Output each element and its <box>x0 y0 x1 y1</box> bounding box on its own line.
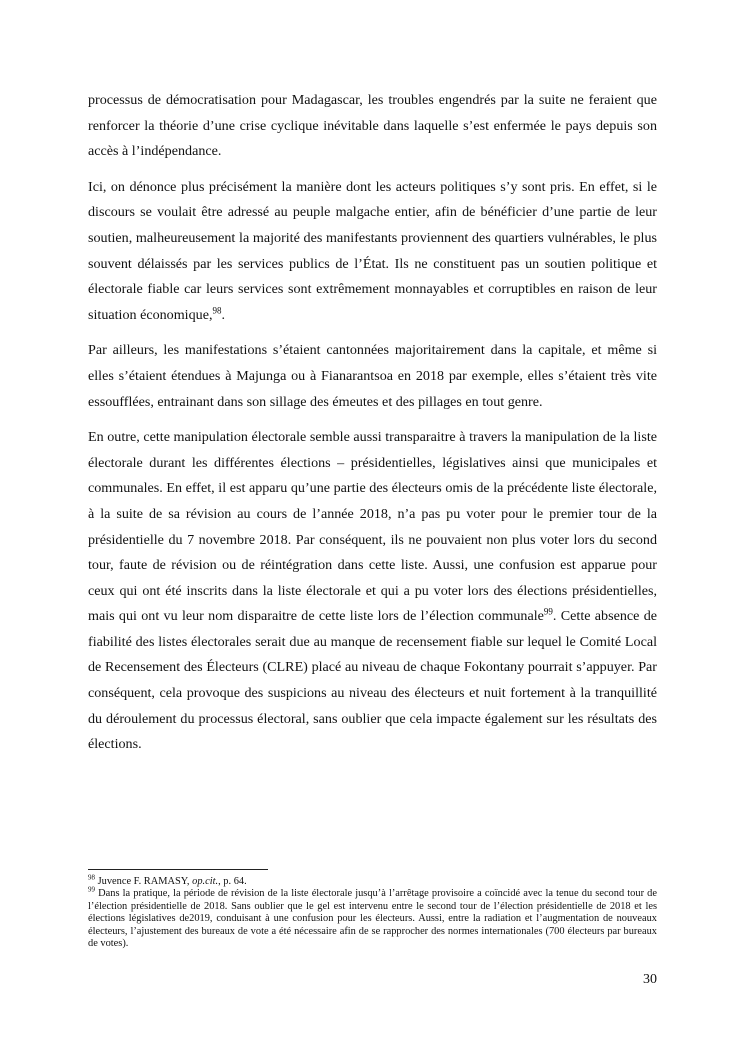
footnotes <box>88 873 657 950</box>
footnote-tail: , p. 64. <box>218 876 247 887</box>
footnote-italic: op.cit. <box>192 876 219 887</box>
paragraph-1-text: processus de démocratisation pour Madagascar, les troubles engendrés par la suite ne feraient que renforcer la théorie d’une crise cyclique inévitable dans laquelle s’est enfermée le pays depuis son accès à l’indépendance. <box>88 92 657 160</box>
footnote-99 <box>88 885 657 950</box>
body-text <box>88 88 657 768</box>
footnote-separator <box>88 869 268 870</box>
paragraph-4-tail: . Cette absence de fiabilité des listes électorales serait due au manque de recensement fiable sur lequel le Comité Local de Recensement des Électeurs (CLRE) placé au niveau de chaque Fokontany pourrait s’appuyer. Par conséquent, cela provoque des suspicions au niveau des électeurs et nuit fortement à la tranquillité du déroulement du processus électoral, sans oublier que cela impacte également sur les résultats des élections. <box>88 608 657 753</box>
paragraph-2-text: Ici, on dénonce plus précisément la manière dont les acteurs politiques s’y sont pris. En effet, si le discours se voulait être adressé au peuple malgache entier, afin de bénéficier d’une partie de leur soutien, malheureusement la majorité des manifestants proviennent des quartiers vulnérables, le plus souvent délaissés par les services publics de l’État. Ils ne constituent pas un soutien politique et électorale fiable car leurs services sont extrêmement monnayables et corruptibles en raison de leur situation économique, <box>88 178 657 323</box>
paragraph-3-text: Par ailleurs, les manifestations s’étaient cantonnées majoritairement dans la capitale, et même si elles s’étaient étendues à Majunga ou à Fianarantsoa en 2018 par exemple, elles s’étaient très vite essoufflées, entrainant dans son sillage des émeutes et des pillages en tout genre. <box>88 342 657 410</box>
footnote-number: 98 <box>88 873 95 882</box>
footnote-ref-99[interactable]: 99 <box>543 606 553 617</box>
paragraph-3 <box>88 338 657 415</box>
paragraph-1 <box>88 88 657 165</box>
footnote-text: Juvence F. RAMASY, <box>95 876 193 887</box>
footnote-text: Dans la pratique, la période de révision de la liste électorale jusqu’à l’arrêtage provisoire a coïncidé avec la tenue du second tour de l’élection présidentielle de 2018. Sans oublier que le gel est intervenu entre le second tour de l’élection présidentielle de 2018 et les élections législatives de2019, conduisant à une confusion pour les électeurs. Aussi, entre la radiation et l’augmentation de nouveaux électeurs, l’ajustement des bureaux de vote a été nécessaire afin de se rapprocher des normes internationales (700 électeurs par bureaux de votes). <box>88 888 657 950</box>
footnote-ref-98[interactable]: 98 <box>212 305 222 316</box>
footnote-number: 99 <box>88 885 95 894</box>
paragraph-4-text: En outre, cette manipulation électorale semble aussi transparaitre à travers la manipulation de la liste électorale durant les différentes élections – présidentielles, législatives ainsi que municipales et communales. En effet, il est apparu qu’une partie des électeurs omis de la précédente liste électorale, à la suite de sa révision au cours de l’année 2018, n’a pas pu voter pour le premier tour de la présidentielle du 7 novembre 2018. Par conséquent, ils ne pouvaient non plus voter lors du second tour, faute de révision ou de réintégration dans cette liste. Aussi, une confusion est apparue pour ceux qui ont été inscrits dans la liste électorale et qui a pu voter lors des élections présidentielles, mais qui ont vu leur nom disparaitre de cette liste lors de l’élection communale <box>88 429 657 625</box>
paragraph-2 <box>88 175 657 329</box>
paragraph-4 <box>88 425 657 758</box>
footnote-98 <box>88 873 657 888</box>
page-number: 30 <box>643 972 657 987</box>
paragraph-2-tail: . <box>221 306 226 323</box>
